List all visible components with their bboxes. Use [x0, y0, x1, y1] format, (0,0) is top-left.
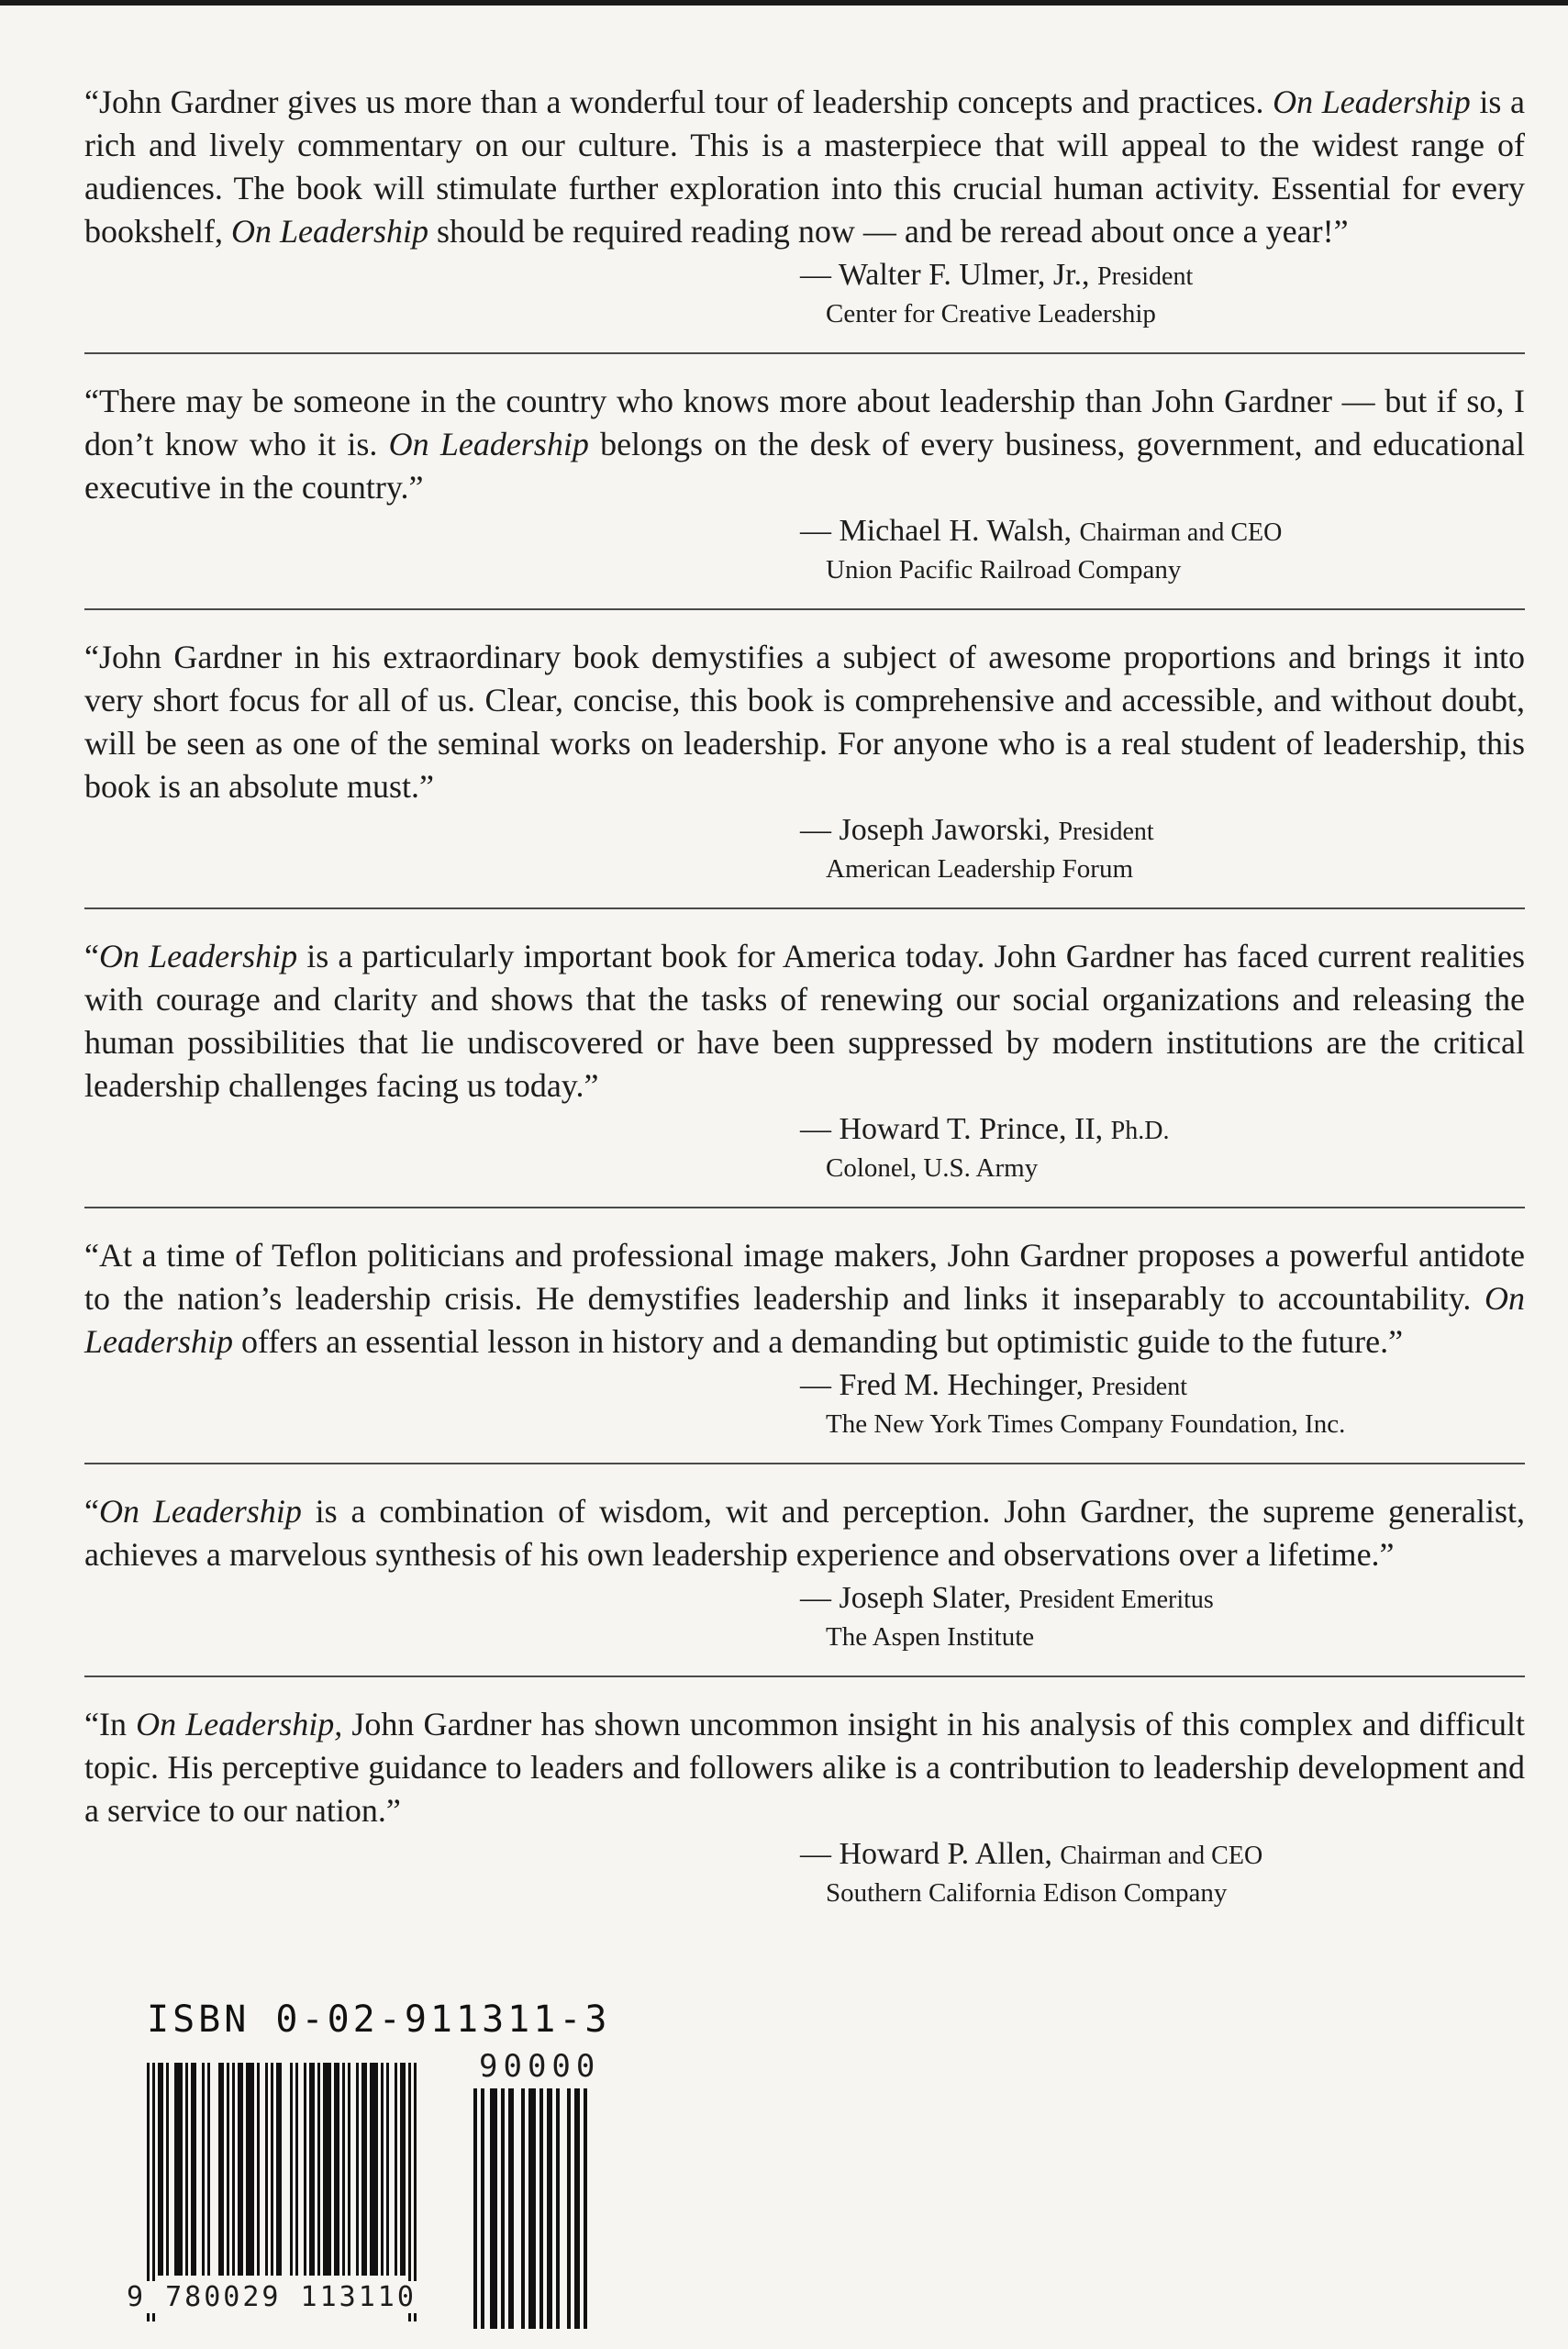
attribution-title: Chairman and CEO: [1079, 518, 1283, 547]
barcode-bar: [539, 2088, 543, 2329]
blurb-attribution: [800, 513, 1525, 588]
attribution-org: The New York Times Company Foundation, Inc.: [826, 1409, 1346, 1439]
attribution-name: — Howard T. Prince, II,: [800, 1112, 1104, 1146]
barcode-bar: [342, 2063, 345, 2276]
barcode-bar: [473, 2088, 477, 2329]
barcode-bar: [381, 2063, 384, 2276]
attribution-title: President Emeritus: [1018, 1586, 1214, 1614]
attribution-name: — Joseph Jaworski,: [800, 813, 1051, 847]
barcode-bar: [290, 2063, 293, 2276]
divider: [84, 1463, 1525, 1464]
attribution-title: President: [1097, 262, 1194, 291]
barcode-bar: [400, 2063, 406, 2276]
blurb-attribution: [800, 257, 1525, 332]
barcode-bar: [276, 2063, 282, 2276]
barcode-bar: [370, 2063, 378, 2276]
blurb-ulmer: [84, 81, 1525, 332]
blurb-allen: [84, 1703, 1525, 1911]
barcode-bar: [218, 2063, 224, 2276]
blurb-list: [84, 81, 1525, 1911]
blurb-quote: “On Leadership is a particularly important book for America today. John Gardner has faced current realities with courage and clarity and shows that the tasks of renewing our social organizations and releasing the human possibilities that lie undiscovered or have been suppressed by modern institutions are the critical leadership challenges facing us today.”: [84, 938, 1525, 1104]
attribution-org: Colonel, U.S. Army: [826, 1153, 1039, 1183]
barcode-bar: [202, 2063, 205, 2276]
blurb-slater: [84, 1490, 1525, 1655]
barcode-bar: [356, 2063, 359, 2276]
barcode-bar: [265, 2063, 268, 2276]
blurb-quote: “John Gardner in his extraordinary book demystifies a subject of awesome proportions and brings it into very short focus for all of us. Clear, concise, this book is comprehensive and accessible, and without doubt, will be seen as one of the seminal works on leadership. For anyone who is a real student of leadership, this book is an absolute must.”: [84, 639, 1525, 805]
attribution-name: — Fred M. Hechinger,: [800, 1368, 1084, 1402]
barcode-bar: [246, 2063, 254, 2276]
barcode-bar: [207, 2063, 210, 2276]
barcode-bar: [574, 2088, 580, 2329]
addon-digits: 90000: [479, 2048, 601, 2085]
barcode-bar: [271, 2063, 273, 2276]
barcode-digits: 9 780029 113110: [127, 2281, 417, 2313]
barcode-bar: [227, 2063, 229, 2276]
barcode-bar: [232, 2063, 235, 2276]
isbn-number: ISBN 0-02-911311-3: [147, 1998, 611, 2041]
attribution-org: Union Pacific Railroad Company: [826, 555, 1182, 584]
barcode-bar: [238, 2063, 243, 2276]
addon-barcode-icon: [473, 2088, 602, 2329]
barcode-bar: [556, 2088, 560, 2329]
barcode-bar: [508, 2088, 514, 2329]
blurb-attribution: [800, 1367, 1525, 1442]
barcode-bar: [567, 2088, 571, 2329]
attribution-title: President: [1058, 818, 1154, 846]
barcode-bar: [191, 2063, 196, 2276]
attribution-org: American Leadership Forum: [826, 854, 1134, 884]
barcode-bar: [304, 2063, 306, 2276]
attribution-org: The Aspen Institute: [826, 1622, 1035, 1652]
attribution-title: Chairman and CEO: [1060, 1842, 1263, 1870]
barcode-bar: [185, 2063, 188, 2276]
attribution-name: — Howard P. Allen,: [800, 1837, 1052, 1871]
blurb-prince: [84, 935, 1525, 1186]
blurb-quote: “There may be someone in the country who knows more about leadership than John Gardner — but if so, I don’t know who it is. On Leadership belongs on the desk of every business, government, and educational executive in the country.”: [84, 383, 1526, 506]
blurb-hechinger: [84, 1234, 1525, 1442]
blurb-walsh: [84, 380, 1525, 588]
barcode-bar: [348, 2063, 350, 2276]
barcode-bar: [166, 2063, 169, 2276]
attribution-org: Southern California Edison Company: [826, 1878, 1228, 1908]
barcode-bar: [528, 2088, 536, 2329]
barcode-bar: [257, 2063, 260, 2276]
barcode-bar: [361, 2063, 367, 2276]
divider: [84, 352, 1525, 354]
attribution-title: President: [1091, 1373, 1188, 1401]
barcode-bar: [174, 2063, 183, 2276]
blurb-attribution: [800, 1836, 1525, 1911]
attribution-title: Ph.D.: [1110, 1117, 1170, 1145]
blurb-attribution: [800, 812, 1525, 887]
barcode-bar: [501, 2088, 505, 2329]
attribution-name: — Walter F. Ulmer, Jr.,: [800, 258, 1090, 292]
attribution-org: Center for Creative Leadership: [826, 299, 1156, 328]
barcode-bar: [334, 2063, 339, 2276]
blurb-jaworski: [84, 636, 1525, 887]
top-rule: [0, 0, 1568, 6]
barcode-bar: [547, 2088, 552, 2329]
divider: [84, 907, 1525, 909]
barcode-bar: [490, 2088, 497, 2329]
blurb-quote: “In On Leadership, John Gardner has shown uncommon insight in his analysis of this complex and difficult topic. His perceptive guidance to leaders and followers alike is a contribution to leadership development and a service to our nation.”: [84, 1706, 1526, 1829]
divider: [84, 608, 1525, 610]
barcode-bar: [323, 2063, 331, 2276]
attribution-name: — Michael H. Walsh,: [800, 514, 1072, 548]
divider: [84, 1675, 1525, 1677]
blurb-quote: “At a time of Teflon politicians and professional image makers, John Gardner proposes a powerful antidote to the nation’s leadership crisis. He demystifies leadership and links it inseparably to accountability. On Leadership offers an essential lesson in history and a demanding but optimistic guide to the future.”: [84, 1237, 1525, 1360]
barcode-bar: [386, 2063, 389, 2276]
blurb-quote: “John Gardner gives us more than a wonderful tour of leadership concepts and practices. On Leadership is a rich and lively commentary on our culture. This is a masterpiece that will appeal to the widest range of audiences. The book will stimulate further exploration into this crucial human activity. Essential for every bookshelf, On Leadership should be required reading now — and be reread about once a year!”: [84, 83, 1525, 250]
barcode-bar: [395, 2063, 397, 2276]
barcode-bar: [295, 2063, 298, 2276]
barcode-bar: [158, 2063, 163, 2276]
barcode-bar: [309, 2063, 315, 2276]
blurb-attribution: [800, 1111, 1525, 1186]
barcode-bar: [317, 2063, 320, 2276]
attribution-name: — Joseph Slater,: [800, 1581, 1011, 1615]
blurb-quote: “On Leadership is a combination of wisdom, wit and perception. John Gardner, the supreme generalist, achieves a marvelous synthesis of his own leadership experience and observations over a lifetime.”: [84, 1493, 1525, 1573]
blurb-attribution: [800, 1580, 1525, 1655]
barcode-bar: [584, 2088, 587, 2329]
divider: [84, 1207, 1525, 1208]
barcode-bar: [481, 2088, 484, 2329]
barcode-bar: [521, 2088, 525, 2329]
